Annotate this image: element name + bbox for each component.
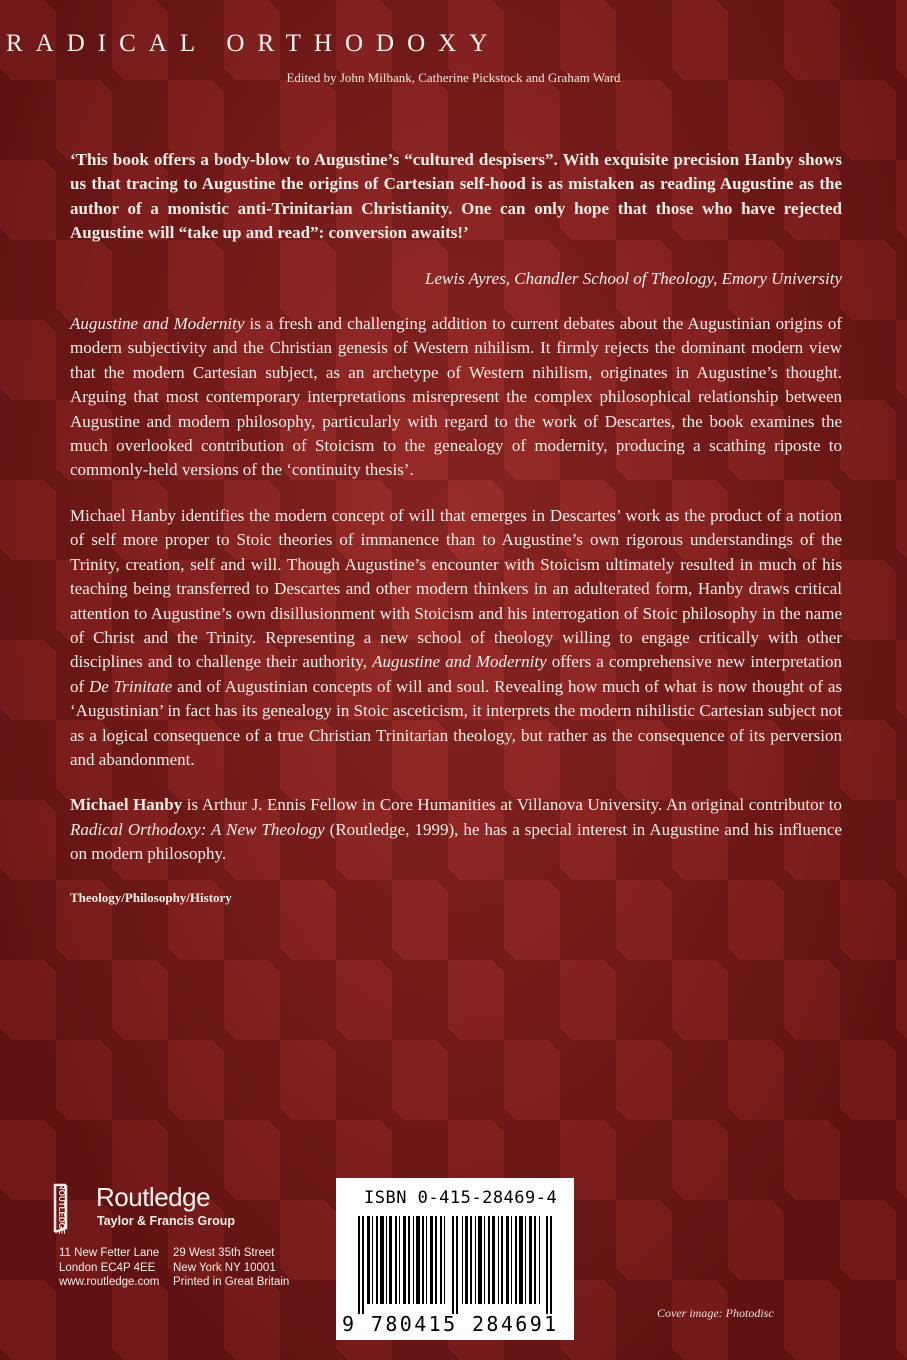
address-line: New York NY 10001 — [173, 1261, 276, 1274]
endorsement-quote: ‘This book offers a body-blow to Augustine’s “cultured despisers”. With exquisite precision Hanby shows us that tracing to Augustine the origins of Cartesian self-hood is as mistaken as reading Augustine as the author of a monistic anti-Trinitarian Christianity. One can only hope that those who have rejected Augustine will “take up and read”: conversion awaits!’ — [70, 150, 842, 243]
publisher-group: Taylor & Francis Group — [97, 1214, 235, 1228]
series-editors: Edited by John Milbank, Catherine Pickstock and Graham Ward — [286, 70, 621, 85]
publisher-website: www.routledge.com — [59, 1276, 160, 1288]
barcode-icon — [358, 1216, 554, 1314]
paragraph-text: offers a comprehensive new interpretation of — [70, 652, 842, 696]
paragraph-text: and of Augustinian concepts of will and soul. Revealing how much of what is now thought of as ‘Augustinian’ in fact has its genealogy in Stoic asceticism, it interprets the modern nihilistic Cartesian subject not as a logical consequence of a true Christian Trinitarian theology, but rather as the consequence of its perversion and abandonment. — [70, 676, 842, 769]
bio-text: is Arthur J. Ennis Fellow in Core Humanities at Villanova University. An original contributor to — [182, 795, 842, 815]
author-bio — [70, 793, 842, 866]
work-title: De Trinitate — [89, 676, 173, 696]
back-cover-text — [70, 148, 842, 910]
publisher-address-us — [173, 1246, 289, 1290]
series-title: RADICAL ORTHODOXY — [6, 30, 501, 57]
endorsement-attribution: Lewis Ayres, Chandler School of Theology, Emory University — [425, 268, 842, 288]
cover-image-credit: Cover image: Photodisc — [657, 1306, 774, 1320]
book-title: Augustine and Modernity — [70, 314, 245, 334]
author-name: Michael Hanby — [70, 795, 183, 815]
ean-number: 9 780415 284691 — [342, 1312, 559, 1336]
publisher-address-uk — [59, 1246, 159, 1290]
address-line: 29 West 35th Street — [173, 1247, 275, 1259]
logo-wordmark: ROUTLEDGE — [57, 1184, 66, 1235]
bio-text: (Routledge, 1999), he has a special interest in Augustine and his influence on modern philosophy. — [70, 819, 842, 864]
book-title: Augustine and Modernity — [372, 652, 547, 672]
address-line: London EC4P 4EE — [59, 1261, 156, 1274]
isbn-number: ISBN 0-415-28469-4 — [364, 1188, 558, 1208]
bio-book-title: Radical Orthodoxy: A New Theology — [70, 819, 325, 839]
routledge-logo-icon — [52, 1182, 88, 1235]
address-line: 11 New Fetter Lane — [59, 1247, 160, 1259]
printed-in: Printed in Great Britain — [173, 1276, 290, 1288]
publisher-block — [52, 1180, 312, 1330]
isbn-barcode-box — [336, 1178, 574, 1340]
paragraph-text: Michael Hanby identifies the modern concept of will that emerges in Descartes’ work as the product of a notion of self more proper to Stoic theories of immanence than to Augustine’s own rigorous understandings of the Trinity, creation, self and will. Though Augustine’s encounter with Stoicism ultimately resulted in much of his teaching being transferred to Descartes and other modern thinkers in an adulterated form, Hanby draws critical attention to Augustine’s own disillusionment with Stoicism and his interrogation of Stoic philosophy in the name of Christ and the Trinity. Representing a new school of theology willing to engage critically with other disciplines and to challenge their authority, — [70, 505, 842, 672]
description-paragraph-1 — [70, 312, 842, 483]
subject-category: Theology/Philosophy/History — [70, 889, 232, 905]
publisher-name: Routledge — [96, 1182, 211, 1212]
paragraph-text: is a fresh and challenging addition to current debates about the Augustinian origins of modern subjectivity and the Christian genesis of Western nihilism. It firmly rejects the dominant modern view that the modern Cartesian subject, as an archetype of Western nihilism, originates in Augustine’s thought. Arguing that most contemporary interpretations misrepresent the complex philosophical relationship between Augustine and modern philosophy, particularly with regard to the work of Descartes, the book examines the much overlooked contribution of Stoicism to the genealogy of modernity, producing a scathing riposte to commonly-held versions of the ‘continuity thesis’. — [70, 314, 843, 480]
description-paragraph-2 — [70, 504, 842, 772]
